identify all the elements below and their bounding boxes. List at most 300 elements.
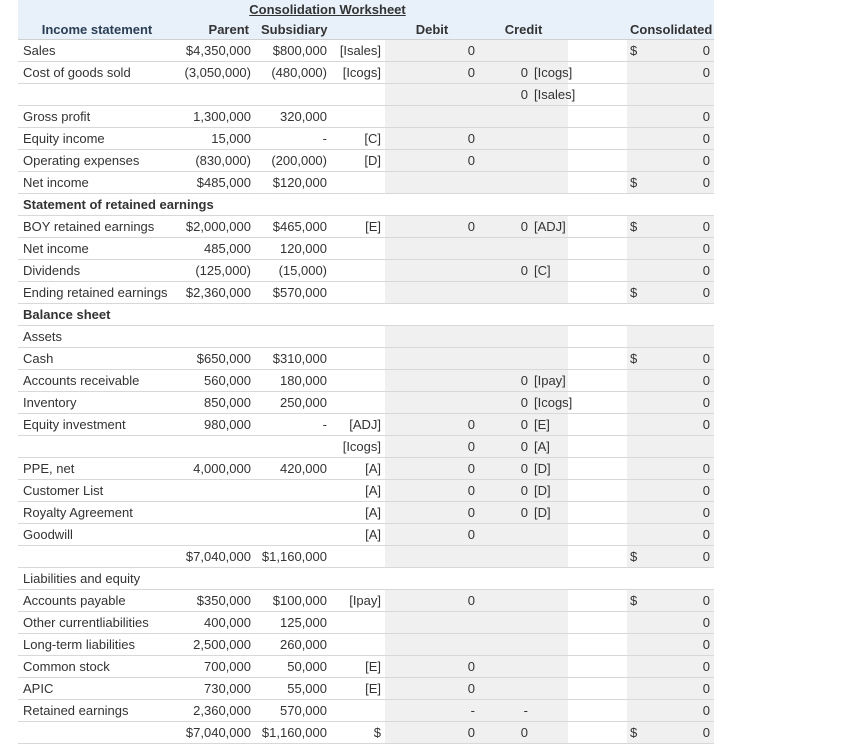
debit-ref xyxy=(331,106,385,128)
credit-input[interactable]: 0 xyxy=(520,439,528,454)
spacer-cell xyxy=(568,502,627,524)
table-row xyxy=(18,700,714,722)
consolidated-cell[interactable] xyxy=(627,414,714,436)
debit-ref: [A] xyxy=(331,502,385,524)
subsidiary-value xyxy=(255,326,331,348)
worksheet-table xyxy=(18,0,714,744)
spacer-cell xyxy=(568,480,627,502)
consolidated-dollar: $ xyxy=(630,351,638,366)
debit-input[interactable]: 0 xyxy=(385,216,479,238)
credit-cell[interactable] xyxy=(479,502,568,524)
debit-ref: [C] xyxy=(331,128,385,150)
consolidated-input[interactable]: 0 xyxy=(702,725,710,740)
empty-cell xyxy=(176,568,255,590)
consolidated-cell[interactable] xyxy=(627,458,714,480)
consolidated-dollar: $ xyxy=(630,593,638,608)
parent-value: (125,000) xyxy=(176,260,255,282)
subsidiary-value: $1,160,000 xyxy=(255,722,331,744)
consolidated-dollar: $ xyxy=(630,219,638,234)
consolidated-cell[interactable] xyxy=(627,62,714,84)
spacer-cell xyxy=(568,326,627,348)
debit-ref xyxy=(331,260,385,282)
table-row xyxy=(18,106,714,128)
debit-input[interactable] xyxy=(385,392,479,414)
spacer-cell xyxy=(568,392,627,414)
consolidated-input[interactable]: 0 xyxy=(702,351,710,366)
subsidiary-value xyxy=(255,524,331,546)
row-label: Royalty Agreement xyxy=(18,502,176,524)
row-label: Equity investment xyxy=(18,414,176,436)
table-row xyxy=(18,150,714,172)
credit-cell[interactable] xyxy=(479,282,568,304)
row-label: Cost of goods sold xyxy=(18,62,176,84)
consolidated-input[interactable]: 0 xyxy=(702,373,710,388)
credit-input[interactable]: 0 xyxy=(520,417,528,432)
debit-input[interactable] xyxy=(385,172,479,194)
row-label: Equity income xyxy=(18,128,176,150)
debit-input[interactable]: 0 xyxy=(385,678,479,700)
consolidated-cell[interactable] xyxy=(627,40,714,62)
table-row xyxy=(18,40,714,62)
subsidiary-value: $570,000 xyxy=(255,282,331,304)
credit-input[interactable]: 0 xyxy=(520,461,528,476)
credit-input[interactable]: 0 xyxy=(520,219,528,234)
credit-ref: [Icogs] xyxy=(534,65,573,80)
credit-cell[interactable] xyxy=(479,128,568,150)
debit-input[interactable]: 0 xyxy=(385,656,479,678)
spacer-cell xyxy=(568,40,627,62)
consolidated-cell[interactable] xyxy=(627,678,714,700)
debit-input[interactable]: 0 xyxy=(385,40,479,62)
consolidated-input[interactable]: 0 xyxy=(702,109,710,124)
debit-ref xyxy=(331,700,385,722)
header-consolidated: Consolidated xyxy=(627,19,714,40)
consolidated-cell[interactable] xyxy=(627,524,714,546)
table-row xyxy=(18,282,714,304)
spacer-cell xyxy=(568,414,627,436)
credit-ref xyxy=(528,703,534,718)
consolidated-input[interactable]: 0 xyxy=(702,65,710,80)
debit-ref: [Icogs] xyxy=(331,436,385,458)
spacer-cell xyxy=(568,150,627,172)
consolidated-input[interactable]: 0 xyxy=(702,219,710,234)
consolidated-cell[interactable] xyxy=(627,546,714,568)
parent-value: 2,360,000 xyxy=(176,700,255,722)
spacer-cell xyxy=(568,458,627,480)
debit-ref xyxy=(331,612,385,634)
consolidated-input[interactable]: 0 xyxy=(702,461,710,476)
subsidiary-value xyxy=(255,502,331,524)
row-label: Net income xyxy=(18,172,176,194)
row-label: Inventory xyxy=(18,392,176,414)
spacer-cell xyxy=(568,84,627,106)
debit-ref xyxy=(331,172,385,194)
section-heading: Balance sheet xyxy=(18,304,714,326)
row-label xyxy=(18,722,176,744)
debit-input[interactable] xyxy=(385,106,479,128)
table-row xyxy=(18,260,714,282)
spacer-cell xyxy=(568,216,627,238)
consolidated-cell[interactable] xyxy=(627,106,714,128)
spacer-cell xyxy=(568,62,627,84)
consolidated-input[interactable]: 0 xyxy=(702,263,710,278)
credit-cell[interactable] xyxy=(479,216,568,238)
subsidiary-value: 120,000 xyxy=(255,238,331,260)
credit-cell[interactable] xyxy=(479,524,568,546)
debit-ref xyxy=(331,392,385,414)
credit-cell[interactable] xyxy=(479,480,568,502)
table-row xyxy=(18,524,714,546)
spacer-cell xyxy=(568,612,627,634)
subsidiary-value: 250,000 xyxy=(255,392,331,414)
credit-cell[interactable] xyxy=(479,590,568,612)
spacer-cell xyxy=(568,524,627,546)
consolidated-input[interactable]: 0 xyxy=(702,241,710,256)
debit-input[interactable]: 0 xyxy=(385,62,479,84)
subsidiary-value xyxy=(255,436,331,458)
credit-cell[interactable] xyxy=(479,62,573,84)
consolidated-dollar: $ xyxy=(630,175,638,190)
debit-ref xyxy=(331,348,385,370)
credit-cell[interactable] xyxy=(479,40,568,62)
credit-cell[interactable] xyxy=(479,656,568,678)
parent-value: 730,000 xyxy=(176,678,255,700)
header-parent: Parent xyxy=(176,19,255,40)
table-row xyxy=(18,722,714,744)
credit-cell[interactable] xyxy=(479,722,568,744)
consolidated-cell[interactable] xyxy=(627,216,714,238)
credit-ref: [Icogs] xyxy=(534,395,573,410)
subsidiary-value: $800,000 xyxy=(255,40,331,62)
consolidated-input[interactable]: 0 xyxy=(702,659,710,674)
credit-cell[interactable] xyxy=(479,634,568,656)
row-label: Long-term liabilities xyxy=(18,634,176,656)
row-label: Liabilities and equity xyxy=(18,568,176,590)
subsidiary-value: 570,000 xyxy=(255,700,331,722)
parent-value: $650,000 xyxy=(176,348,255,370)
credit-input[interactable]: 0 xyxy=(520,87,528,102)
parent-value xyxy=(176,480,255,502)
consolidated-cell[interactable] xyxy=(627,84,714,106)
table-row xyxy=(18,480,714,502)
consolidated-cell[interactable] xyxy=(627,326,714,348)
spacer-cell xyxy=(568,656,627,678)
spacer-cell xyxy=(568,260,627,282)
debit-input[interactable] xyxy=(385,260,479,282)
consolidated-input[interactable]: 0 xyxy=(702,285,710,300)
credit-cell[interactable] xyxy=(479,700,568,722)
debit-ref: [E] xyxy=(331,656,385,678)
spacer-cell xyxy=(568,590,627,612)
subsidiary-value: $1,160,000 xyxy=(255,546,331,568)
subsidiary-value xyxy=(255,84,331,106)
credit-cell[interactable] xyxy=(479,326,568,348)
debit-input[interactable]: 0 xyxy=(385,502,479,524)
credit-input[interactable]: 0 xyxy=(520,395,528,410)
subsidiary-value: 420,000 xyxy=(255,458,331,480)
subsidiary-value: $100,000 xyxy=(255,590,331,612)
consolidated-input[interactable]: 0 xyxy=(702,43,710,58)
spacer-cell xyxy=(568,436,627,458)
credit-cell[interactable] xyxy=(479,436,568,458)
subsidiary-value: (480,000) xyxy=(255,62,331,84)
parent-value: 485,000 xyxy=(176,238,255,260)
row-label: Assets xyxy=(18,326,176,348)
table-row xyxy=(18,84,714,106)
debit-input[interactable]: 0 xyxy=(385,722,479,744)
debit-input[interactable] xyxy=(385,326,479,348)
debit-input[interactable] xyxy=(385,546,479,568)
empty-cell xyxy=(627,568,714,590)
credit-cell[interactable] xyxy=(479,458,568,480)
parent-value xyxy=(176,502,255,524)
table-row xyxy=(18,392,714,414)
consolidated-input[interactable]: 0 xyxy=(702,681,710,696)
parent-value xyxy=(176,436,255,458)
empty-cell xyxy=(385,568,479,590)
credit-input[interactable]: 0 xyxy=(520,65,528,80)
row-label: Sales xyxy=(18,40,176,62)
spacer-cell xyxy=(568,106,627,128)
parent-value: $7,040,000 xyxy=(176,722,255,744)
row-label: Other currentliabilities xyxy=(18,612,176,634)
debit-ref xyxy=(331,282,385,304)
credit-cell[interactable] xyxy=(479,106,568,128)
table-row xyxy=(18,128,714,150)
table-row xyxy=(18,216,714,238)
header-debit: Debit xyxy=(385,19,479,40)
debit-input[interactable] xyxy=(385,634,479,656)
parent-value: (830,000) xyxy=(176,150,255,172)
debit-input[interactable] xyxy=(385,84,479,106)
consolidated-cell[interactable] xyxy=(627,656,714,678)
consolidated-cell[interactable] xyxy=(627,370,714,392)
consolidated-input[interactable]: 0 xyxy=(702,395,710,410)
credit-cell[interactable] xyxy=(479,348,568,370)
spacer-cell xyxy=(568,238,627,260)
debit-ref: [Ipay] xyxy=(331,590,385,612)
parent-value xyxy=(176,524,255,546)
empty-cell xyxy=(479,568,568,590)
consolidated-input[interactable]: 0 xyxy=(702,153,710,168)
header-subsidiary: Subsidiary xyxy=(255,19,331,40)
credit-cell[interactable] xyxy=(479,546,568,568)
spacer-cell xyxy=(568,546,627,568)
consolidated-input[interactable]: 0 xyxy=(702,483,710,498)
consolidated-cell[interactable] xyxy=(627,260,714,282)
table-row xyxy=(18,546,714,568)
consolidated-cell[interactable] xyxy=(627,392,714,414)
debit-ref xyxy=(331,546,385,568)
credit-input[interactable]: 0 xyxy=(520,263,528,278)
consolidated-cell[interactable] xyxy=(627,436,714,458)
subsidiary-value: $120,000 xyxy=(255,172,331,194)
subsidiary-value: - xyxy=(255,128,331,150)
table-row xyxy=(18,348,714,370)
table-row xyxy=(18,172,714,194)
credit-ref: [D] xyxy=(534,483,551,498)
credit-ref: [ADJ] xyxy=(534,219,566,234)
consolidated-cell[interactable] xyxy=(627,700,714,722)
parent-value: 1,300,000 xyxy=(176,106,255,128)
debit-ref: [A] xyxy=(331,480,385,502)
consolidated-cell[interactable] xyxy=(627,502,714,524)
credit-cell[interactable] xyxy=(479,392,573,414)
table-row xyxy=(18,436,714,458)
credit-ref: [C] xyxy=(534,263,551,278)
table-row xyxy=(18,414,714,436)
consolidated-input[interactable]: 0 xyxy=(702,131,710,146)
debit-ref: [Isales] xyxy=(331,40,385,62)
parent-value: 2,500,000 xyxy=(176,634,255,656)
row-label: Net income xyxy=(18,238,176,260)
table-row xyxy=(18,326,714,348)
table-row xyxy=(18,656,714,678)
parent-value: $4,350,000 xyxy=(176,40,255,62)
debit-input[interactable]: 0 xyxy=(385,436,479,458)
credit-input[interactable]: 0 xyxy=(520,373,528,388)
credit-ref: [D] xyxy=(534,505,551,520)
subsidiary-value: 125,000 xyxy=(255,612,331,634)
row-label: Retained earnings xyxy=(18,700,176,722)
row-label: BOY retained earnings xyxy=(18,216,176,238)
row-label: Operating expenses xyxy=(18,150,176,172)
consolidated-cell[interactable] xyxy=(627,150,714,172)
debit-input[interactable] xyxy=(385,612,479,634)
parent-value xyxy=(176,84,255,106)
credit-cell[interactable] xyxy=(479,414,568,436)
debit-input[interactable] xyxy=(385,238,479,260)
consolidated-input[interactable]: 0 xyxy=(702,417,710,432)
debit-input[interactable]: 0 xyxy=(385,414,479,436)
table-row xyxy=(18,678,714,700)
subsidiary-value: $465,000 xyxy=(255,216,331,238)
debit-input[interactable] xyxy=(385,282,479,304)
parent-value: 560,000 xyxy=(176,370,255,392)
row-label xyxy=(18,546,176,568)
parent-value: $350,000 xyxy=(176,590,255,612)
spacer-cell xyxy=(568,172,627,194)
consolidated-cell[interactable] xyxy=(627,612,714,634)
consolidated-input[interactable]: 0 xyxy=(702,615,710,630)
header-spacer xyxy=(18,0,176,19)
consolidated-cell[interactable] xyxy=(627,238,714,260)
spacer-cell xyxy=(568,370,627,392)
credit-ref: [Ipay] xyxy=(534,373,566,388)
parent-value: 400,000 xyxy=(176,612,255,634)
consolidated-input[interactable]: 0 xyxy=(702,637,710,652)
debit-ref: [E] xyxy=(331,216,385,238)
credit-input[interactable]: 0 xyxy=(520,505,528,520)
debit-input[interactable]: 0 xyxy=(385,458,479,480)
parent-value: $2,000,000 xyxy=(176,216,255,238)
debit-ref: [E] xyxy=(331,678,385,700)
consolidated-cell[interactable] xyxy=(627,480,714,502)
subsidiary-value: $310,000 xyxy=(255,348,331,370)
row-label xyxy=(18,84,176,106)
spacer-cell xyxy=(568,348,627,370)
header-credit: Credit xyxy=(479,19,568,40)
credit-input[interactable]: 0 xyxy=(520,725,528,740)
table-row xyxy=(18,502,714,524)
parent-value: (3,050,000) xyxy=(176,62,255,84)
credit-cell[interactable] xyxy=(479,612,568,634)
debit-input[interactable]: - xyxy=(385,700,479,722)
credit-cell[interactable] xyxy=(479,84,576,106)
row-label: Gross profit xyxy=(18,106,176,128)
consolidated-cell[interactable] xyxy=(627,722,714,744)
spacer-cell xyxy=(568,700,627,722)
parent-value: 700,000 xyxy=(176,656,255,678)
credit-cell[interactable] xyxy=(479,238,568,260)
consolidated-dollar: $ xyxy=(630,549,638,564)
debit-input[interactable]: 0 xyxy=(385,128,479,150)
consolidated-input[interactable]: 0 xyxy=(702,505,710,520)
consolidated-dollar: $ xyxy=(630,43,638,58)
parent-value: 15,000 xyxy=(176,128,255,150)
parent-value: 980,000 xyxy=(176,414,255,436)
consolidated-cell[interactable] xyxy=(627,590,714,612)
credit-cell[interactable] xyxy=(479,172,568,194)
consolidated-input[interactable]: 0 xyxy=(702,593,710,608)
subsidiary-value: 320,000 xyxy=(255,106,331,128)
parent-value: $2,360,000 xyxy=(176,282,255,304)
credit-cell[interactable] xyxy=(479,260,568,282)
credit-cell[interactable] xyxy=(479,678,568,700)
debit-input[interactable]: 0 xyxy=(385,590,479,612)
consolidated-cell[interactable] xyxy=(627,348,714,370)
debit-ref: [D] xyxy=(331,150,385,172)
spacer-cell xyxy=(568,634,627,656)
subsidiary-value: - xyxy=(255,414,331,436)
consolidated-input[interactable]: 0 xyxy=(702,175,710,190)
credit-cell[interactable] xyxy=(479,150,568,172)
consolidated-cell[interactable] xyxy=(627,282,714,304)
row-label: Dividends xyxy=(18,260,176,282)
credit-input[interactable]: 0 xyxy=(520,483,528,498)
debit-ref xyxy=(331,370,385,392)
section-heading: Statement of retained earnings xyxy=(18,194,714,216)
table-row xyxy=(18,568,714,590)
table-row xyxy=(18,634,714,656)
row-label: PPE, net xyxy=(18,458,176,480)
debit-input[interactable] xyxy=(385,348,479,370)
debit-input[interactable]: 0 xyxy=(385,150,479,172)
consolidated-input[interactable]: 0 xyxy=(702,527,710,542)
consolidated-cell[interactable] xyxy=(627,634,714,656)
subsidiary-value: 180,000 xyxy=(255,370,331,392)
table-row xyxy=(18,194,714,216)
debit-input[interactable]: 0 xyxy=(385,524,479,546)
debit-ref: [A] xyxy=(331,458,385,480)
consolidated-input[interactable]: 0 xyxy=(702,703,710,718)
debit-input[interactable]: 0 xyxy=(385,480,479,502)
consolidated-cell[interactable] xyxy=(627,172,714,194)
consolidated-cell[interactable] xyxy=(627,128,714,150)
credit-ref: [D] xyxy=(534,461,551,476)
parent-value: $7,040,000 xyxy=(176,546,255,568)
consolidated-input[interactable]: 0 xyxy=(702,549,710,564)
worksheet-title: Consolidation Worksheet xyxy=(176,0,479,19)
table-row xyxy=(18,370,714,392)
credit-ref: [E] xyxy=(534,417,550,432)
subsidiary-value: (15,000) xyxy=(255,260,331,282)
debit-ref xyxy=(331,326,385,348)
consolidated-dollar: $ xyxy=(630,725,638,740)
credit-cell[interactable] xyxy=(479,370,568,392)
credit-input[interactable]: - xyxy=(523,703,528,718)
debit-input[interactable] xyxy=(385,370,479,392)
